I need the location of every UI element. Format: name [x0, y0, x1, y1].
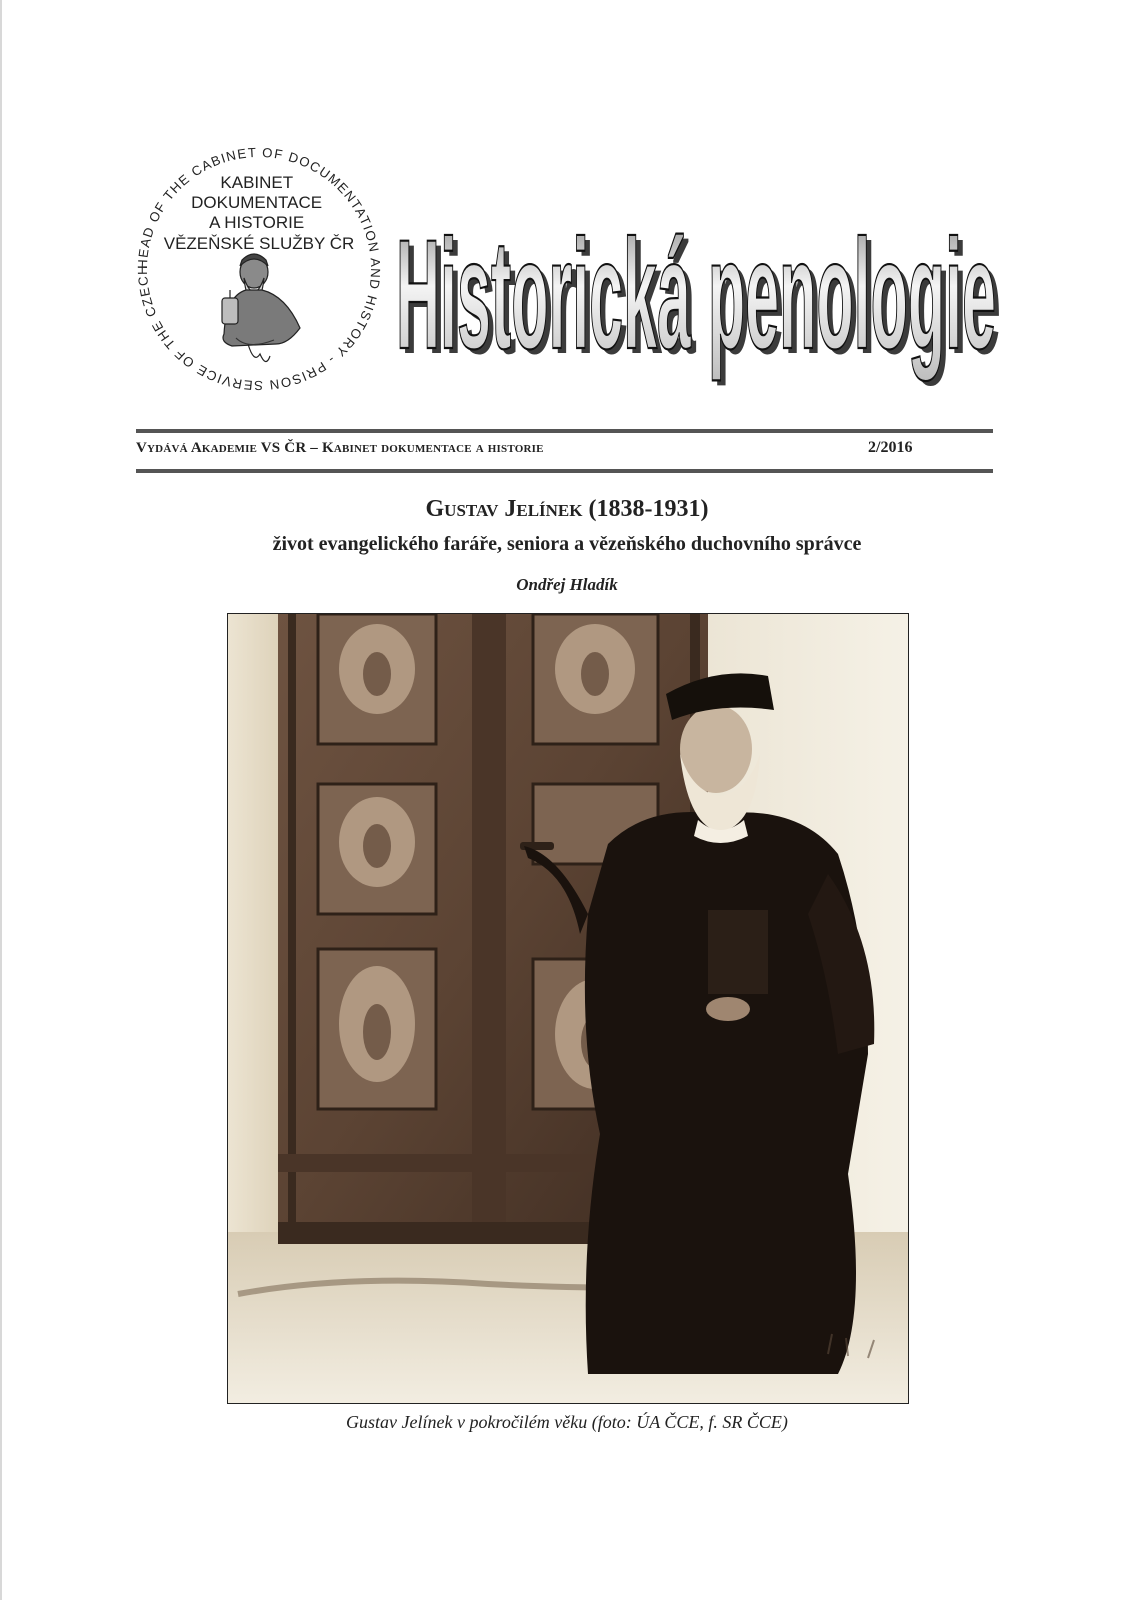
- masthead-graphic: [392, 176, 1002, 400]
- publisher-line: Vydává Akademie VS ČR – Kabinet dokumentace a historie: [136, 440, 544, 456]
- masthead-shadow: Historická penologie: [401, 213, 1001, 387]
- logo-line-4: VĚZEŇSKÉ SLUŽBY ČR: [163, 234, 355, 253]
- article-subtitle: život evangelického faráře, seniora a vězeňského duchovního správce: [272, 533, 862, 555]
- page-edge: [0, 0, 2, 1600]
- cabinet-logo-graphic: [128, 138, 390, 400]
- portrait-photo-illustration: [228, 614, 908, 1403]
- header-rule-top: [136, 429, 993, 433]
- bearded-prisoner-with-lantern-icon: [222, 254, 300, 362]
- portrait-photo: [227, 613, 909, 1404]
- issue-number: 2/2016: [868, 439, 913, 456]
- logo-ring-text: HEAD OF THE CABINET OF DOCUMENTATION AND HISTORY - PRISON SERVICE OF THE CZECH: [134, 144, 384, 394]
- figure-caption: Gustav Jelínek v pokročilém věku (foto: ÚA ČCE, f. SR ČCE): [346, 1412, 788, 1432]
- article-title: Gustav Jelínek (1838-1931): [425, 496, 709, 522]
- masthead: [392, 176, 1002, 400]
- article-author: Ondřej Hladík: [516, 575, 618, 594]
- masthead-title: Historická penologie: [396, 208, 996, 382]
- svg-text:KABINET DOKUMENTACE: [164, 173, 355, 253]
- logo-line-1: KABINET: [220, 173, 293, 192]
- cabinet-logo: [128, 138, 390, 400]
- logo-line-2: DOKUMENTACE: [191, 193, 323, 212]
- header-rule-bottom: [136, 469, 993, 473]
- logo-line-3: A HISTORIE: [209, 213, 305, 232]
